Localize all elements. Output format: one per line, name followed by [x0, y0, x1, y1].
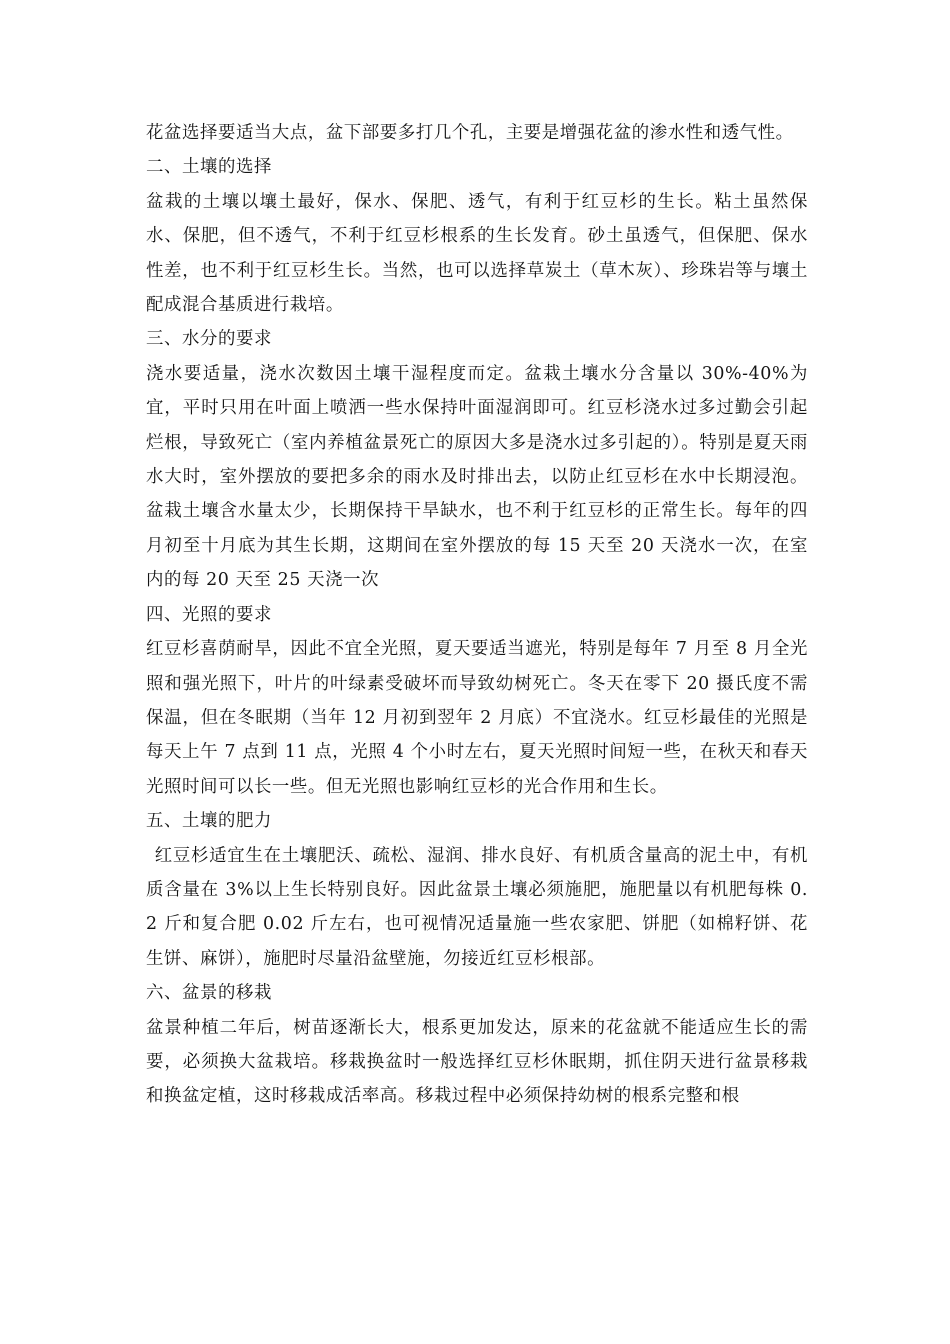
paragraph-light-requirement: 红豆杉喜荫耐旱，因此不宜全光照，夏天要适当遮光，特别是每年 7 月至 8 月全光照和强光照下，叶片的叶绿素受破坏而导致幼树死亡。冬天在零下 20 摄氏度不需保温，但在冬眠期（当年 12 月初到翌年 2 月底）不宜浇水。红豆杉最佳的光照是每天上午 7 点到 11 点，光照 4 个小时左右，夏天光照时间短一些，在秋天和春天光照时间可以长一些。但无光照也影响红豆杉的光合作用和生长。: [146, 639, 808, 797]
document-page: [146, 116, 808, 1114]
heading-water-requirement: 三、水分的要求: [146, 329, 272, 350]
heading-soil-selection: 二、土壤的选择: [146, 157, 272, 178]
heading-light-requirement: 四、光照的要求: [146, 604, 272, 625]
paragraph-soil-selection: 盆栽的土壤以壤土最好，保水、保肥、透气，有利于红豆杉的生长。粘土虽然保水、保肥，但不透气，不利于红豆杉根系的生长发育。砂土虽透气，但保肥、保水性差，也不利于红豆杉生长。当然，也可以选择草炭土（草木灰）、珍珠岩等与壤土配成混合基质进行栽培。: [146, 191, 808, 316]
paragraph-soil-fertility: 红豆杉适宜生在土壤肥沃、疏松、湿润、排水良好、有机质含量高的泥土中，有机质含量在 3%以上生长特别良好。因此盆景土壤必须施肥，施肥量以有机肥每株 0.2 斤和复合肥 0.02 斤左右，也可视情况适量施一些农家肥、饼肥（如棉籽饼、花生饼、麻饼），施肥时尽量沿盆壁施，勿接近红豆杉根部。: [146, 845, 808, 969]
paragraph-flowerpot: 花盆选择要适当大点，盆下部要多打几个孔，主要是增强花盆的渗水性和透气性。: [146, 123, 794, 143]
paragraph-bonsai-transplant: 盆景种植二年后，树苗逐渐长大，根系更加发达，原来的花盆就不能适应生长的需要，必须换大盆栽培。移栽换盆时一般选择红豆杉休眠期，抓住阴天进行盆景移栽和换盆定植，这时移栽成活率高。移栽过程中必须保持幼树的根系完整和根: [146, 1017, 808, 1107]
paragraph-water-requirement: 浇水要适量，浇水次数因土壤干湿程度而定。盆栽土壤水分含量以 30%-40%为宜，平时只用在叶面上喷洒一些水保持叶面湿润即可。红豆杉浇水过多过勤会引起烂根，导致死亡（室内养植盆景死亡的原因大多是浇水过多引起的）。特别是夏天雨水大时，室外摆放的要把多余的雨水及时排出去，以防止红豆杉在水中长期浸泡。盆栽土壤含水量太少，长期保持干旱缺水，也不利于红豆杉的正常生长。每年的四月初至十月底为其生长期，这期间在室外摆放的每 15 天至 20 天浇水一次，在室内的每 20 天至 25 天浇一次: [146, 363, 808, 591]
heading-bonsai-transplant: 六、盆景的移栽: [146, 983, 272, 1004]
heading-soil-fertility: 五、土壤的肥力: [146, 811, 272, 832]
